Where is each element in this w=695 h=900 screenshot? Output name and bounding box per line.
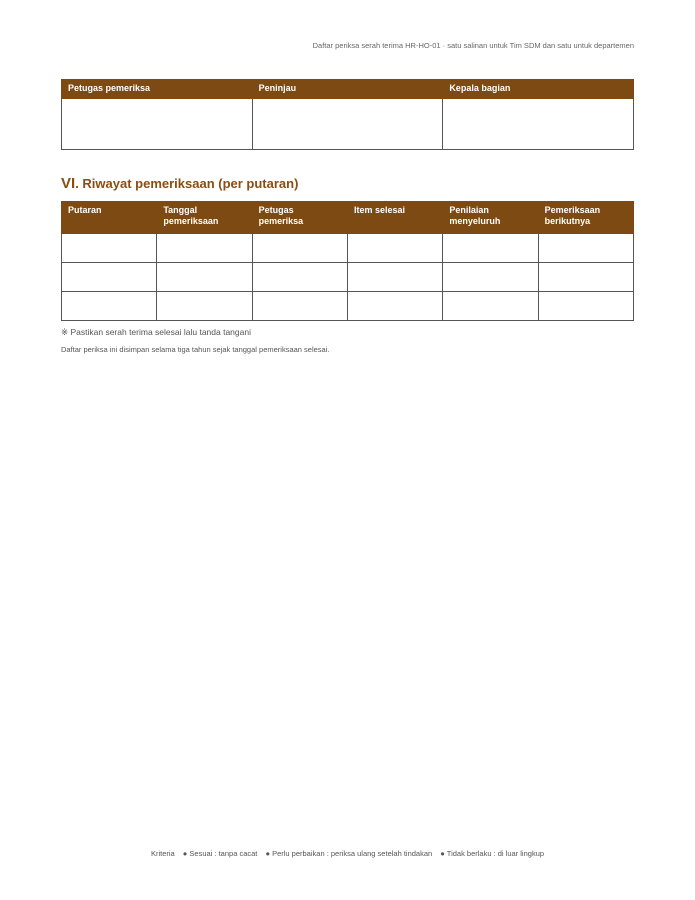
section-title-text: . Riwayat pemeriksaan (per putaran) <box>75 176 299 191</box>
retention-note: Daftar periksa ini disimpan selama tiga tahun sejak tanggal pemeriksaan selesai. <box>61 345 330 354</box>
table-cell[interactable] <box>347 292 442 321</box>
table-cell[interactable] <box>252 292 347 321</box>
criteria-label: Kriteria <box>150 849 175 858</box>
table-cell[interactable] <box>347 234 442 263</box>
header-cell-next-inspection: Pemeriksaan berikutnya <box>538 202 633 234</box>
table-cell[interactable] <box>538 234 633 263</box>
header-cell-items-completed: Item selesai <box>347 202 442 234</box>
page-header: Daftar periksa serah terima HR-HO-01 · satu salinan untuk Tim SDM dan satu untuk departemen <box>312 41 634 50</box>
signature-cell-reviewer[interactable] <box>252 99 443 150</box>
table-cell[interactable] <box>252 263 347 292</box>
header-cell-inspector: Petugas pemeriksa <box>252 202 347 234</box>
header-cell-reviewer: Peninjau <box>252 80 443 99</box>
table-row <box>62 234 634 263</box>
table-cell[interactable] <box>157 292 252 321</box>
signature-table <box>61 79 634 150</box>
table-cell[interactable] <box>443 263 538 292</box>
signature-row <box>62 99 634 150</box>
table-cell[interactable] <box>252 234 347 263</box>
criteria-legend <box>0 849 695 858</box>
table-cell[interactable] <box>157 263 252 292</box>
table-cell[interactable] <box>62 263 157 292</box>
table-cell[interactable] <box>62 292 157 321</box>
header-cell-section-head: Kepala bagian <box>443 80 634 99</box>
table-cell[interactable] <box>347 263 442 292</box>
table-cell[interactable] <box>538 292 633 321</box>
handover-note: ※ Pastikan serah terima selesai lalu tanda tangani <box>61 327 251 337</box>
section-title <box>61 175 298 192</box>
signature-cell-inspector[interactable] <box>62 99 253 150</box>
criteria-item-not-applicable: ● Tidak berlaku : di luar lingkup <box>440 849 545 858</box>
table-row <box>62 263 634 292</box>
criteria-item-needs-fix: ● Perlu perbaikan : periksa ulang setelah tindakan <box>265 849 433 858</box>
header-cell-overall-rating: Penilaian menyeluruh <box>443 202 538 234</box>
section-number: VI <box>61 175 76 192</box>
table-row <box>62 292 634 321</box>
header-cell-inspector: Petugas pemeriksa <box>62 80 253 99</box>
table-cell[interactable] <box>157 234 252 263</box>
table-cell[interactable] <box>443 234 538 263</box>
signature-cell-section-head[interactable] <box>443 99 634 150</box>
inspection-history-table <box>61 201 634 321</box>
table-cell[interactable] <box>443 292 538 321</box>
header-cell-inspection-date: Tanggal pemeriksaan <box>157 202 252 234</box>
criteria-item-compliant: ● Sesuai : tanpa cacat <box>182 849 258 858</box>
table-cell[interactable] <box>62 234 157 263</box>
header-cell-round: Putaran <box>62 202 157 234</box>
table-cell[interactable] <box>538 263 633 292</box>
